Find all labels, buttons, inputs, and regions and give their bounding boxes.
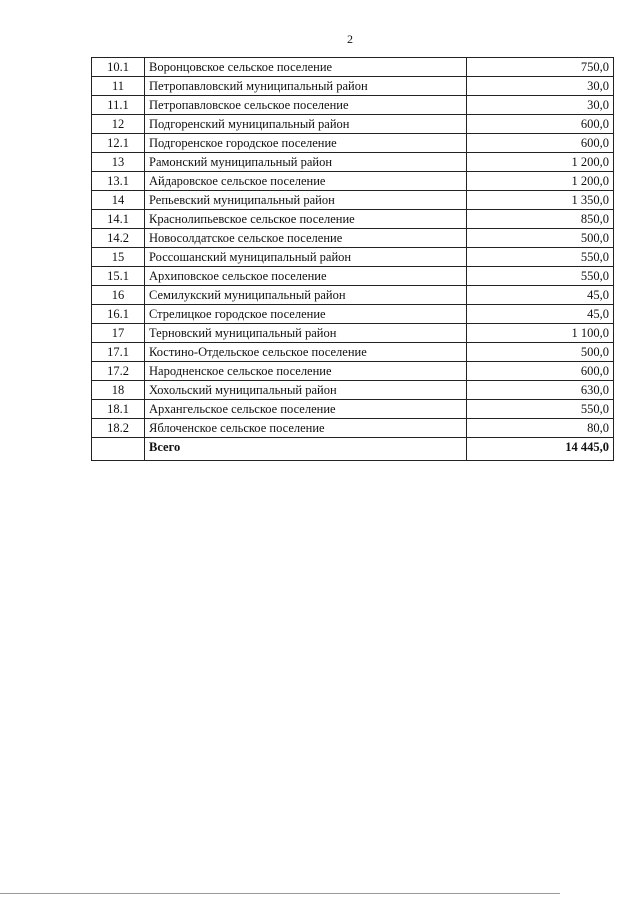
row-amount-cell: 1 200,0 bbox=[467, 153, 614, 172]
row-number-cell: 11.1 bbox=[92, 96, 145, 115]
row-name-cell: Краснолипьевское сельское поселение bbox=[145, 210, 467, 229]
row-number-cell: 17.1 bbox=[92, 343, 145, 362]
table-row bbox=[92, 153, 614, 172]
row-name-cell: Хохольский муниципальный район bbox=[145, 381, 467, 400]
row-number-cell: 12.1 bbox=[92, 134, 145, 153]
table-row bbox=[92, 96, 614, 115]
row-name-cell: Стрелицкое городское поселение bbox=[145, 305, 467, 324]
row-amount-cell: 30,0 bbox=[467, 96, 614, 115]
row-number-cell: 17 bbox=[92, 324, 145, 343]
row-name-cell: Народненское сельское поселение bbox=[145, 362, 467, 381]
row-amount-cell: 550,0 bbox=[467, 400, 614, 419]
row-number-cell: 13.1 bbox=[92, 172, 145, 191]
row-amount-cell: 45,0 bbox=[467, 286, 614, 305]
row-amount-cell: 1 100,0 bbox=[467, 324, 614, 343]
table-row bbox=[92, 191, 614, 210]
row-amount-cell: 600,0 bbox=[467, 362, 614, 381]
table-row bbox=[92, 229, 614, 248]
total-label-cell: Всего bbox=[145, 438, 467, 461]
total-amount-cell: 14 445,0 bbox=[467, 438, 614, 461]
row-name-cell: Айдаровское сельское поселение bbox=[145, 172, 467, 191]
row-number-cell: 18 bbox=[92, 381, 145, 400]
row-number-cell: 18.1 bbox=[92, 400, 145, 419]
row-name-cell: Яблоченское сельское поселение bbox=[145, 419, 467, 438]
row-number-cell: 18.2 bbox=[92, 419, 145, 438]
table-row bbox=[92, 172, 614, 191]
row-amount-cell: 550,0 bbox=[467, 267, 614, 286]
row-number-cell: 12 bbox=[92, 115, 145, 134]
row-name-cell: Петропавловский муниципальный район bbox=[145, 77, 467, 96]
table-row bbox=[92, 362, 614, 381]
table-row bbox=[92, 210, 614, 229]
row-name-cell: Костино-Отдельское сельское поселение bbox=[145, 343, 467, 362]
row-amount-cell: 500,0 bbox=[467, 343, 614, 362]
row-amount-cell: 45,0 bbox=[467, 305, 614, 324]
row-number-cell: 15.1 bbox=[92, 267, 145, 286]
table-row bbox=[92, 343, 614, 362]
row-number-cell: 14.2 bbox=[92, 229, 145, 248]
table-row bbox=[92, 248, 614, 267]
total-num-cell bbox=[92, 438, 145, 461]
table-row bbox=[92, 305, 614, 324]
row-name-cell: Петропавловское сельское поселение bbox=[145, 96, 467, 115]
table-row bbox=[92, 115, 614, 134]
row-amount-cell: 850,0 bbox=[467, 210, 614, 229]
table-row bbox=[92, 381, 614, 400]
row-name-cell: Россошанский муниципальный район bbox=[145, 248, 467, 267]
row-name-cell: Архангельское сельское поселение bbox=[145, 400, 467, 419]
row-name-cell: Терновский муниципальный район bbox=[145, 324, 467, 343]
row-number-cell: 16.1 bbox=[92, 305, 145, 324]
row-amount-cell: 500,0 bbox=[467, 229, 614, 248]
row-amount-cell: 750,0 bbox=[467, 58, 614, 77]
table-row bbox=[92, 77, 614, 96]
row-name-cell: Репьевский муниципальный район bbox=[145, 191, 467, 210]
row-amount-cell: 1 350,0 bbox=[467, 191, 614, 210]
bottom-rule bbox=[0, 893, 560, 894]
page-number: 2 bbox=[347, 32, 353, 46]
row-number-cell: 14 bbox=[92, 191, 145, 210]
row-amount-cell: 30,0 bbox=[467, 77, 614, 96]
row-number-cell: 17.2 bbox=[92, 362, 145, 381]
row-amount-cell: 1 200,0 bbox=[467, 172, 614, 191]
row-amount-cell: 600,0 bbox=[467, 134, 614, 153]
row-name-cell: Рамонский муниципальный район bbox=[145, 153, 467, 172]
row-name-cell: Подгоренский муниципальный район bbox=[145, 115, 467, 134]
row-number-cell: 11 bbox=[92, 77, 145, 96]
table-row bbox=[92, 134, 614, 153]
row-name-cell: Подгоренское городское поселение bbox=[145, 134, 467, 153]
row-amount-cell: 630,0 bbox=[467, 381, 614, 400]
row-number-cell: 14.1 bbox=[92, 210, 145, 229]
table-row bbox=[92, 324, 614, 343]
row-amount-cell: 550,0 bbox=[467, 248, 614, 267]
row-name-cell: Воронцовское сельское поселение bbox=[145, 58, 467, 77]
row-number-cell: 16 bbox=[92, 286, 145, 305]
row-amount-cell: 80,0 bbox=[467, 419, 614, 438]
row-amount-cell: 600,0 bbox=[467, 115, 614, 134]
row-number-cell: 15 bbox=[92, 248, 145, 267]
table-row bbox=[92, 400, 614, 419]
table-body bbox=[92, 58, 614, 461]
row-name-cell: Новосолдатское сельское поселение bbox=[145, 229, 467, 248]
row-number-cell: 13 bbox=[92, 153, 145, 172]
table-row bbox=[92, 286, 614, 305]
row-name-cell: Архиповское сельское поселение bbox=[145, 267, 467, 286]
table-row bbox=[92, 58, 614, 77]
table-row bbox=[92, 267, 614, 286]
allocation-table bbox=[91, 57, 614, 461]
row-name-cell: Семилукский муниципальный район bbox=[145, 286, 467, 305]
table-row bbox=[92, 419, 614, 438]
row-number-cell: 10.1 bbox=[92, 58, 145, 77]
total-row bbox=[92, 438, 614, 461]
